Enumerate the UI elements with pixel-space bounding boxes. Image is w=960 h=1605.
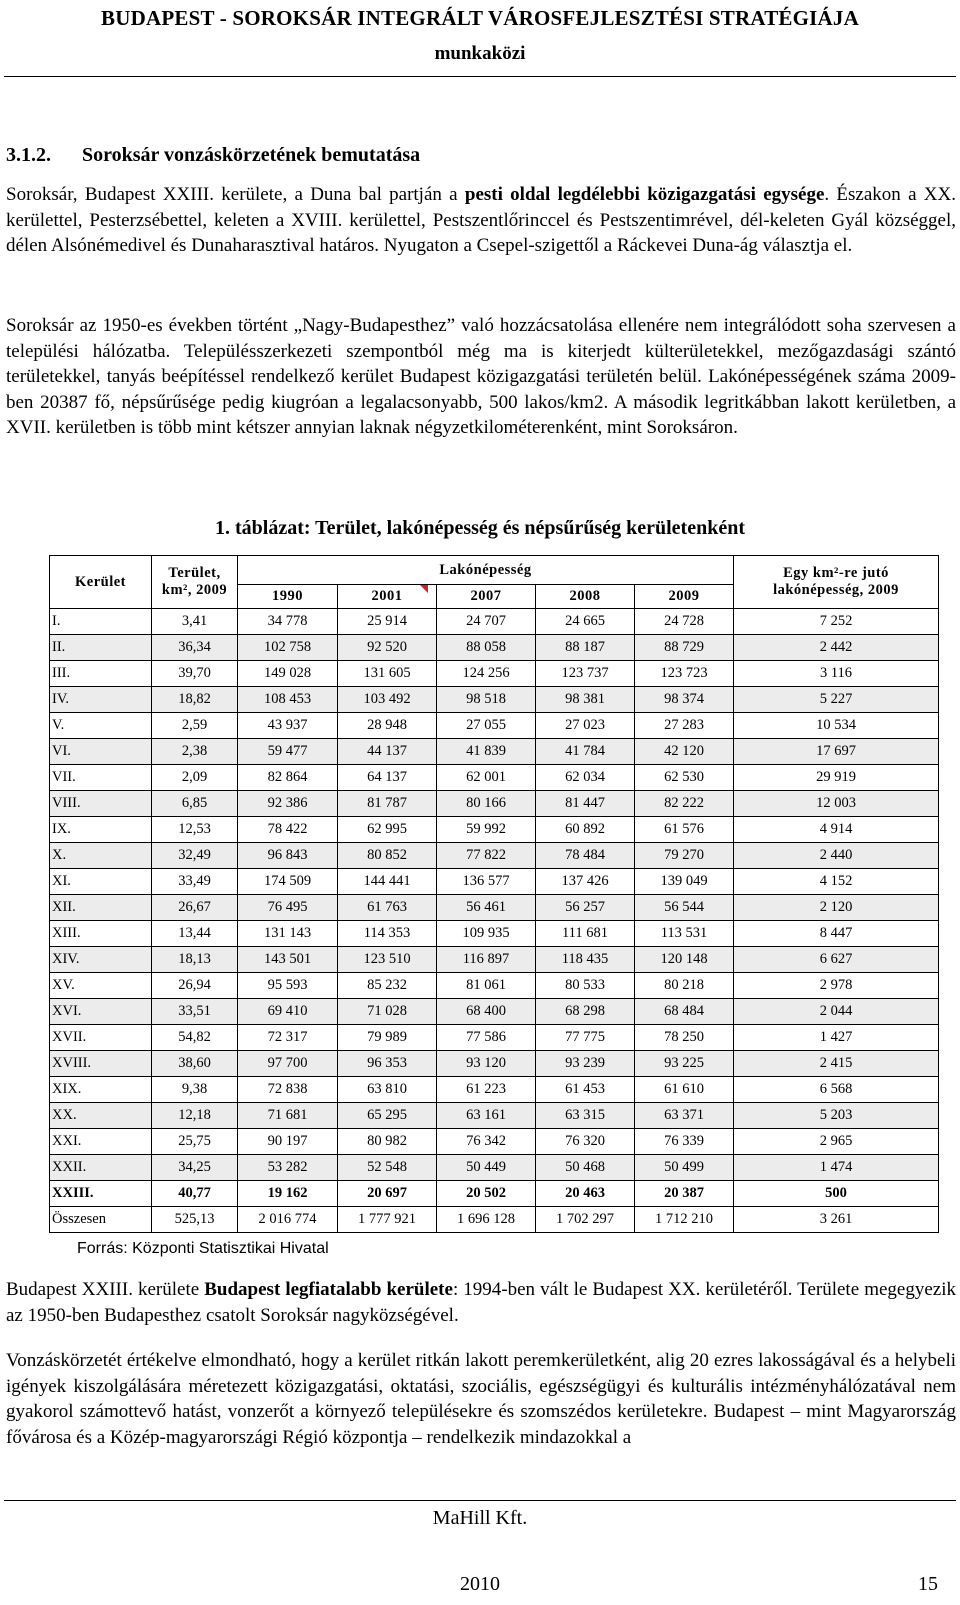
value-cell: 6 568 [734,1077,939,1103]
value-cell: 18,13 [152,947,238,973]
value-cell: 6 627 [734,947,939,973]
value-cell: 93 239 [536,1051,635,1077]
value-cell: 43 937 [238,713,338,739]
table-row [50,869,939,895]
value-cell: 85 232 [338,973,437,999]
value-cell: 144 441 [338,869,437,895]
value-cell: 56 461 [437,895,536,921]
value-cell: 82 864 [238,765,338,791]
district-cell: VII. [50,765,152,791]
paragraph-text: Budapest XXIII. kerülete [6,1279,205,1300]
value-cell: 72 838 [238,1077,338,1103]
district-cell: XIV. [50,947,152,973]
value-cell: 52 548 [338,1155,437,1181]
column-header-density: Egy km²-re jutó lakónépesség, 2009 [734,556,939,609]
column-header-district: Kerület [50,556,152,609]
value-cell: 17 697 [734,739,939,765]
value-cell: 13,44 [152,921,238,947]
value-cell: 2 978 [734,973,939,999]
value-cell: 81 061 [437,973,536,999]
table-row [50,817,939,843]
value-cell: 27 023 [536,713,635,739]
value-cell: 39,70 [152,661,238,687]
value-cell: 53 282 [238,1155,338,1181]
value-cell: 32,49 [152,843,238,869]
table-row [50,791,939,817]
document-status: munkaközi [434,43,526,64]
table-row [50,661,939,687]
value-cell: 44 137 [338,739,437,765]
value-cell: 41 839 [437,739,536,765]
value-cell: 2,09 [152,765,238,791]
value-cell: 26,67 [152,895,238,921]
paragraph-location [6,182,956,259]
district-cell: XIII. [50,921,152,947]
value-cell: 33,49 [152,869,238,895]
value-cell: 174 509 [238,869,338,895]
section-heading [6,144,420,167]
value-cell: 2,59 [152,713,238,739]
value-cell: 96 353 [338,1051,437,1077]
value-cell: 77 775 [536,1025,635,1051]
table-row [50,1207,939,1233]
value-cell: 10 534 [734,713,939,739]
district-cell: VI. [50,739,152,765]
value-cell: 38,60 [152,1051,238,1077]
value-cell: 56 544 [635,895,734,921]
comment-marker-icon [420,585,428,593]
district-statistics-table [49,555,939,1233]
value-cell: 80 982 [338,1129,437,1155]
value-cell: 20 387 [635,1181,734,1207]
district-cell: II. [50,635,152,661]
table-row [50,765,939,791]
district-cell: I. [50,609,152,635]
value-cell: 63 161 [437,1103,536,1129]
value-cell: 24 665 [536,609,635,635]
district-cell: IV. [50,687,152,713]
table-row [50,1051,939,1077]
table-row [50,739,939,765]
value-cell: 123 737 [536,661,635,687]
value-cell: 50 449 [437,1155,536,1181]
value-cell: 68 298 [536,999,635,1025]
value-cell: 8 447 [734,921,939,947]
value-cell: 93 225 [635,1051,734,1077]
value-cell: 63 371 [635,1103,734,1129]
value-cell: 98 374 [635,687,734,713]
paragraph-text: : 1994-ben vált le Budapest XX. kerületéről. Területe megegyezik az 1950-ben Budapesthez csatolt Soroksár nagyközségével. [6,1279,956,1326]
value-cell: 12,18 [152,1103,238,1129]
value-cell: 25 914 [338,609,437,635]
value-cell: 90 197 [238,1129,338,1155]
district-cell: X. [50,843,152,869]
district-cell: XVIII. [50,1051,152,1077]
value-cell: 123 723 [635,661,734,687]
footer-divider [4,1500,956,1501]
column-header-population: Lakónépesség [238,556,734,585]
value-cell: 29 919 [734,765,939,791]
value-cell: 95 593 [238,973,338,999]
value-cell: 77 586 [437,1025,536,1051]
value-cell: 2 120 [734,895,939,921]
value-cell: 81 787 [338,791,437,817]
value-cell: 26,94 [152,973,238,999]
column-header-area: Terület, km², 2009 [152,556,238,609]
value-cell: 92 520 [338,635,437,661]
table-row [50,1181,939,1207]
paragraph-attraction: Vonzáskörzetét értékelve elmondható, hogy a kerület ritkán lakott peremkerületként, alig 20 ezres lakosságával és a helybeli igények kiszolgálására méretezett közigazgatási, oktatási, szociális, egészségügyi és kulturális intézményhálózatával nem gyakorol számottevő hatást, vonzerőt a környező településekre és szomszédos kerületekre. Budapest – mint Magyarország fővárosa és a Közép-magyarországi Régió központja – rendelkezik mindazokkal a [6,1350,956,1448]
value-cell: 1 474 [734,1155,939,1181]
value-cell: 76 495 [238,895,338,921]
table-row [50,1129,939,1155]
value-cell: 124 256 [437,661,536,687]
footer-year: 2010 [460,1573,500,1595]
district-cell: XVI. [50,999,152,1025]
value-cell: 78 250 [635,1025,734,1051]
value-cell: 118 435 [536,947,635,973]
column-header-year: 1990 [238,585,338,609]
value-cell: 525,13 [152,1207,238,1233]
value-cell: 2 415 [734,1051,939,1077]
value-cell: 79 989 [338,1025,437,1051]
district-cell: IX. [50,817,152,843]
district-cell: XXIII. [50,1181,152,1207]
value-cell: 3,41 [152,609,238,635]
column-header-year: 2009 [635,585,734,609]
column-header-year: 2001 [338,585,437,609]
value-cell: 63 810 [338,1077,437,1103]
district-cell: XXII. [50,1155,152,1181]
value-cell: 113 531 [635,921,734,947]
value-cell: 131 605 [338,661,437,687]
value-cell: 50 468 [536,1155,635,1181]
value-cell: 12,53 [152,817,238,843]
value-cell: 28 948 [338,713,437,739]
value-cell: 9,38 [152,1077,238,1103]
value-cell: 59 477 [238,739,338,765]
value-cell: 2 965 [734,1129,939,1155]
value-cell: 102 758 [238,635,338,661]
value-cell: 1 696 128 [437,1207,536,1233]
value-cell: 108 453 [238,687,338,713]
table-row [50,947,939,973]
district-cell: XII. [50,895,152,921]
footer-company: MaHill Kft. [432,1507,528,1529]
value-cell: 78 422 [238,817,338,843]
value-cell: 114 353 [338,921,437,947]
document-title: BUDAPEST - SOROKSÁR INTEGRÁLT VÁROSFEJLESZTÉSI STRATÉGIÁJA [101,6,859,30]
value-cell: 62 530 [635,765,734,791]
value-cell: 97 700 [238,1051,338,1077]
table-row [50,895,939,921]
value-cell: 27 055 [437,713,536,739]
table-row [50,635,939,661]
value-cell: 50 499 [635,1155,734,1181]
value-cell: 25,75 [152,1129,238,1155]
value-cell: 103 492 [338,687,437,713]
value-cell: 20 463 [536,1181,635,1207]
value-cell: 69 410 [238,999,338,1025]
section-title: Soroksár vonzáskörzetének bemutatása [82,144,421,166]
value-cell: 77 822 [437,843,536,869]
value-cell: 76 339 [635,1129,734,1155]
district-cell: XVII. [50,1025,152,1051]
district-cell: XI. [50,869,152,895]
value-cell: 60 892 [536,817,635,843]
value-cell: 40,77 [152,1181,238,1207]
table-row [50,999,939,1025]
value-cell: 24 707 [437,609,536,635]
district-cell: XV. [50,973,152,999]
value-cell: 2 442 [734,635,939,661]
table-caption: 1. táblázat: Terület, lakónépesség és népsűrűség kerületenként [215,517,745,539]
page-number: 15 [918,1573,938,1595]
value-cell: 2,38 [152,739,238,765]
value-cell: 500 [734,1181,939,1207]
value-cell: 136 577 [437,869,536,895]
value-cell: 123 510 [338,947,437,973]
district-cell: V. [50,713,152,739]
paragraph-text: Soroksár, Budapest XXIII. kerülete, a Duna bal partján a [6,184,465,205]
value-cell: 62 034 [536,765,635,791]
value-cell: 3 116 [734,661,939,687]
table-row [50,1103,939,1129]
paragraph-text: . Északon a XX. kerülettel, Pesterzsébettel, keleten a XVIII. kerülettel, Pestszentlőrinccel és Pestszentimrével, dél-keleten Gyál községgel, délen Alsónémedivel és Dunaharasztival határos. Nyugaton a Csepel-szigettől a Ráckevei Duna-ág választja el. [6,184,956,256]
value-cell: 139 049 [635,869,734,895]
value-cell: 72 317 [238,1025,338,1051]
value-cell: 80 218 [635,973,734,999]
value-cell: 36,34 [152,635,238,661]
table-row [50,921,939,947]
table-row [50,609,939,635]
value-cell: 20 502 [437,1181,536,1207]
value-cell: 1 712 210 [635,1207,734,1233]
value-cell: 116 897 [437,947,536,973]
table-row [50,1155,939,1181]
value-cell: 98 518 [437,687,536,713]
value-cell: 78 484 [536,843,635,869]
value-cell: 6,85 [152,791,238,817]
value-cell: 98 381 [536,687,635,713]
value-cell: 92 386 [238,791,338,817]
district-cell: XXI. [50,1129,152,1155]
value-cell: 12 003 [734,791,939,817]
table-row [50,713,939,739]
paragraph-history [6,1277,956,1328]
value-cell: 61 610 [635,1077,734,1103]
value-cell: 64 137 [338,765,437,791]
value-cell: 20 697 [338,1181,437,1207]
table-body [50,609,939,1233]
value-cell: 33,51 [152,999,238,1025]
value-cell: 62 995 [338,817,437,843]
value-cell: 61 223 [437,1077,536,1103]
value-cell: 71 681 [238,1103,338,1129]
district-cell: XX. [50,1103,152,1129]
value-cell: 7 252 [734,609,939,635]
value-cell: 109 935 [437,921,536,947]
value-cell: 34 778 [238,609,338,635]
value-cell: 56 257 [536,895,635,921]
value-cell: 111 681 [536,921,635,947]
table-header-row [50,556,939,585]
value-cell: 24 728 [635,609,734,635]
value-cell: 3 261 [734,1207,939,1233]
value-cell: 120 148 [635,947,734,973]
table-row [50,1025,939,1051]
value-cell: 62 001 [437,765,536,791]
value-cell: 65 295 [338,1103,437,1129]
table-row [50,973,939,999]
value-cell: 76 342 [437,1129,536,1155]
value-cell: 68 484 [635,999,734,1025]
value-cell: 96 843 [238,843,338,869]
value-cell: 82 222 [635,791,734,817]
value-cell: 76 320 [536,1129,635,1155]
section-number: 3.1.2. [6,144,51,166]
value-cell: 2 440 [734,843,939,869]
value-cell: 88 187 [536,635,635,661]
value-cell: 1 777 921 [338,1207,437,1233]
value-cell: 27 283 [635,713,734,739]
value-cell: 59 992 [437,817,536,843]
table-row [50,1077,939,1103]
value-cell: 1 427 [734,1025,939,1051]
value-cell: 137 426 [536,869,635,895]
value-cell: 1 702 297 [536,1207,635,1233]
district-cell: VIII. [50,791,152,817]
value-cell: 2 016 774 [238,1207,338,1233]
value-cell: 54,82 [152,1025,238,1051]
value-cell: 93 120 [437,1051,536,1077]
value-cell: 42 120 [635,739,734,765]
page-header [0,0,960,65]
table-source: Forrás: Központi Statisztikai Hivatal [77,1240,329,1257]
value-cell: 143 501 [238,947,338,973]
header-divider [4,76,956,77]
value-cell: 79 270 [635,843,734,869]
value-cell: 41 784 [536,739,635,765]
value-cell: 80 852 [338,843,437,869]
district-cell: XIX. [50,1077,152,1103]
value-cell: 131 143 [238,921,338,947]
paragraph-population: Soroksár az 1950-es években történt „Nagy-Budapesthez” való hozzácsatolása ellenére nem integrálódott soha szervesen a települési hálózatba. Településszerkezeti szempontból még ma is kiterjedt külterületekkel, mezőgazdasági szántó területekkel, tanyás beépítéssel rendelkező kerület Budapest közigazgatási területén belül. Lakónépességének száma 2009-ben 20387 fő, népsűrűsége pedig kiugróan a legalacsonyabb, 500 lakos/km2. A második legritkábban lakott kerületben, a XVII. kerületben is több mint kétszer annyian laknak négyzetkilométerenként, mint Soroksáron. [6,315,956,438]
emphasis-text: Budapest legfiatalabb kerülete [204,1279,453,1300]
table-row [50,843,939,869]
value-cell: 63 315 [536,1103,635,1129]
value-cell: 80 533 [536,973,635,999]
district-cell: Összesen [50,1207,152,1233]
value-cell: 68 400 [437,999,536,1025]
value-cell: 71 028 [338,999,437,1025]
column-header-year: 2007 [437,585,536,609]
table-row [50,687,939,713]
value-cell: 18,82 [152,687,238,713]
value-cell: 81 447 [536,791,635,817]
value-cell: 149 028 [238,661,338,687]
column-header-year: 2008 [536,585,635,609]
value-cell: 34,25 [152,1155,238,1181]
value-cell: 19 162 [238,1181,338,1207]
value-cell: 2 044 [734,999,939,1025]
value-cell: 61 576 [635,817,734,843]
district-cell: III. [50,661,152,687]
value-cell: 80 166 [437,791,536,817]
emphasis-text: pesti oldal legdélebbi közigazgatási egysége [464,184,825,205]
value-cell: 61 453 [536,1077,635,1103]
value-cell: 4 914 [734,817,939,843]
value-cell: 88 729 [635,635,734,661]
value-cell: 4 152 [734,869,939,895]
value-cell: 5 227 [734,687,939,713]
value-cell: 5 203 [734,1103,939,1129]
value-cell: 88 058 [437,635,536,661]
value-cell: 61 763 [338,895,437,921]
